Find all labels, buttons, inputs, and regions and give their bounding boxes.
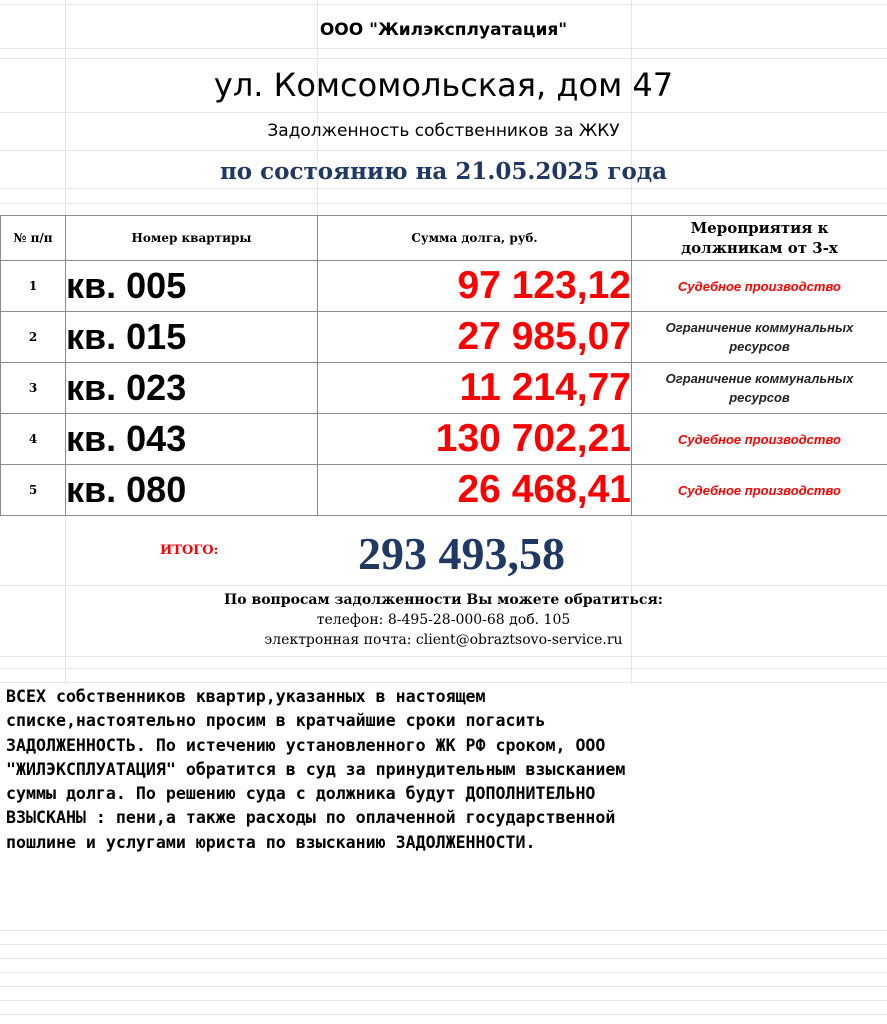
column-header-measures-line2: должникам от 3-х — [681, 239, 838, 257]
apartment-number: кв. 043 — [66, 414, 318, 465]
notice-line: пошлине и услугами юриста по взысканию ЗАДОЛЖЕННОСТИ. — [6, 832, 536, 852]
table-row — [1, 261, 887, 312]
table-header-row — [1, 216, 887, 261]
debtor-measure-line1: Ограничение коммунальных — [665, 371, 854, 386]
debt-amount: 97 123,12 — [318, 261, 632, 312]
apartment-number: кв. 080 — [66, 465, 318, 516]
apartment-number: кв. 005 — [66, 261, 318, 312]
debtor-measure — [632, 261, 887, 312]
debtor-measure-line1: Судебное производство — [678, 278, 841, 294]
subtitle: Задолженность собственников за ЖКУ — [267, 121, 620, 141]
notice-line: списке,настоятельно просим в кратчайшие сроки погасить — [6, 711, 546, 731]
debt-table — [0, 215, 887, 516]
table-row — [1, 465, 887, 516]
debt-amount: 11 214,77 — [318, 363, 632, 414]
debt-amount: 26 468,41 — [318, 465, 632, 516]
row-number: 3 — [1, 363, 66, 414]
notice-line: ЗАДОЛЖЕННОСТЬ. По истечению установленного ЖК РФ сроком, ООО — [6, 735, 606, 755]
debtor-measure-line2: ресурсов — [729, 339, 790, 354]
debt-amount: 130 702,21 — [318, 414, 632, 465]
row-number: 2 — [1, 312, 66, 363]
table-row — [1, 363, 887, 414]
notice-line: "ЖИЛЭКСПЛУАТАЦИЯ" обратится в суд за принудительным взысканием — [6, 759, 626, 779]
debt-amount: 27 985,07 — [318, 312, 632, 363]
table-row — [1, 414, 887, 465]
total-value: 293 493,58 — [358, 528, 565, 579]
apartment-number: кв. 015 — [66, 312, 318, 363]
table-row — [1, 312, 887, 363]
total-label: ИТОГО: — [160, 543, 219, 558]
debtor-measure-line1: Ограничение коммунальных — [665, 320, 854, 335]
notice-line: ВЗЫСКАНЫ : пени,а также расходы по оплаченной государственной — [6, 808, 616, 828]
row-number: 1 — [1, 261, 66, 312]
column-header-apartment: Номер квартиры — [66, 216, 318, 261]
debtor-measure-line1: Судебное производство — [678, 431, 841, 447]
debtor-measure — [632, 363, 887, 414]
contacts-intro: По вопросам задолженности Вы можете обратиться: — [224, 592, 663, 608]
row-number: 4 — [1, 414, 66, 465]
as-of-date: по состоянию на 21.05.2025 года — [219, 158, 668, 185]
debtor-measure-line2: ресурсов — [729, 390, 790, 405]
debtor-measure — [632, 312, 887, 363]
debtor-notice — [6, 685, 884, 855]
debtor-measure — [632, 465, 887, 516]
column-header-measures-line1: Мероприятия к — [690, 219, 829, 237]
debtor-measure — [632, 414, 887, 465]
column-header-number: № п/п — [1, 216, 66, 261]
contacts-phone: телефон: 8-495-28-000-68 доб. 105 — [316, 612, 571, 628]
organization-name: ООО "Жилэксплуатация" — [319, 20, 568, 40]
notice-line: суммы долга. По решению суда с должника будут ДОПОЛНИТЕЛЬНО — [6, 784, 596, 804]
apartment-number: кв. 023 — [66, 363, 318, 414]
column-header-amount: Сумма долга, руб. — [318, 216, 632, 261]
contacts-email: электронная почта: client@obraztsovo-service.ru — [264, 632, 623, 648]
debtor-measure-line1: Судебное производство — [678, 482, 841, 498]
notice-line: ВСЕХ собственников квартир,указанных в настоящем — [6, 687, 486, 706]
address-title: ул. Комсомольская, дом 47 — [213, 66, 674, 104]
column-header-measures — [632, 216, 887, 261]
row-number: 5 — [1, 465, 66, 516]
